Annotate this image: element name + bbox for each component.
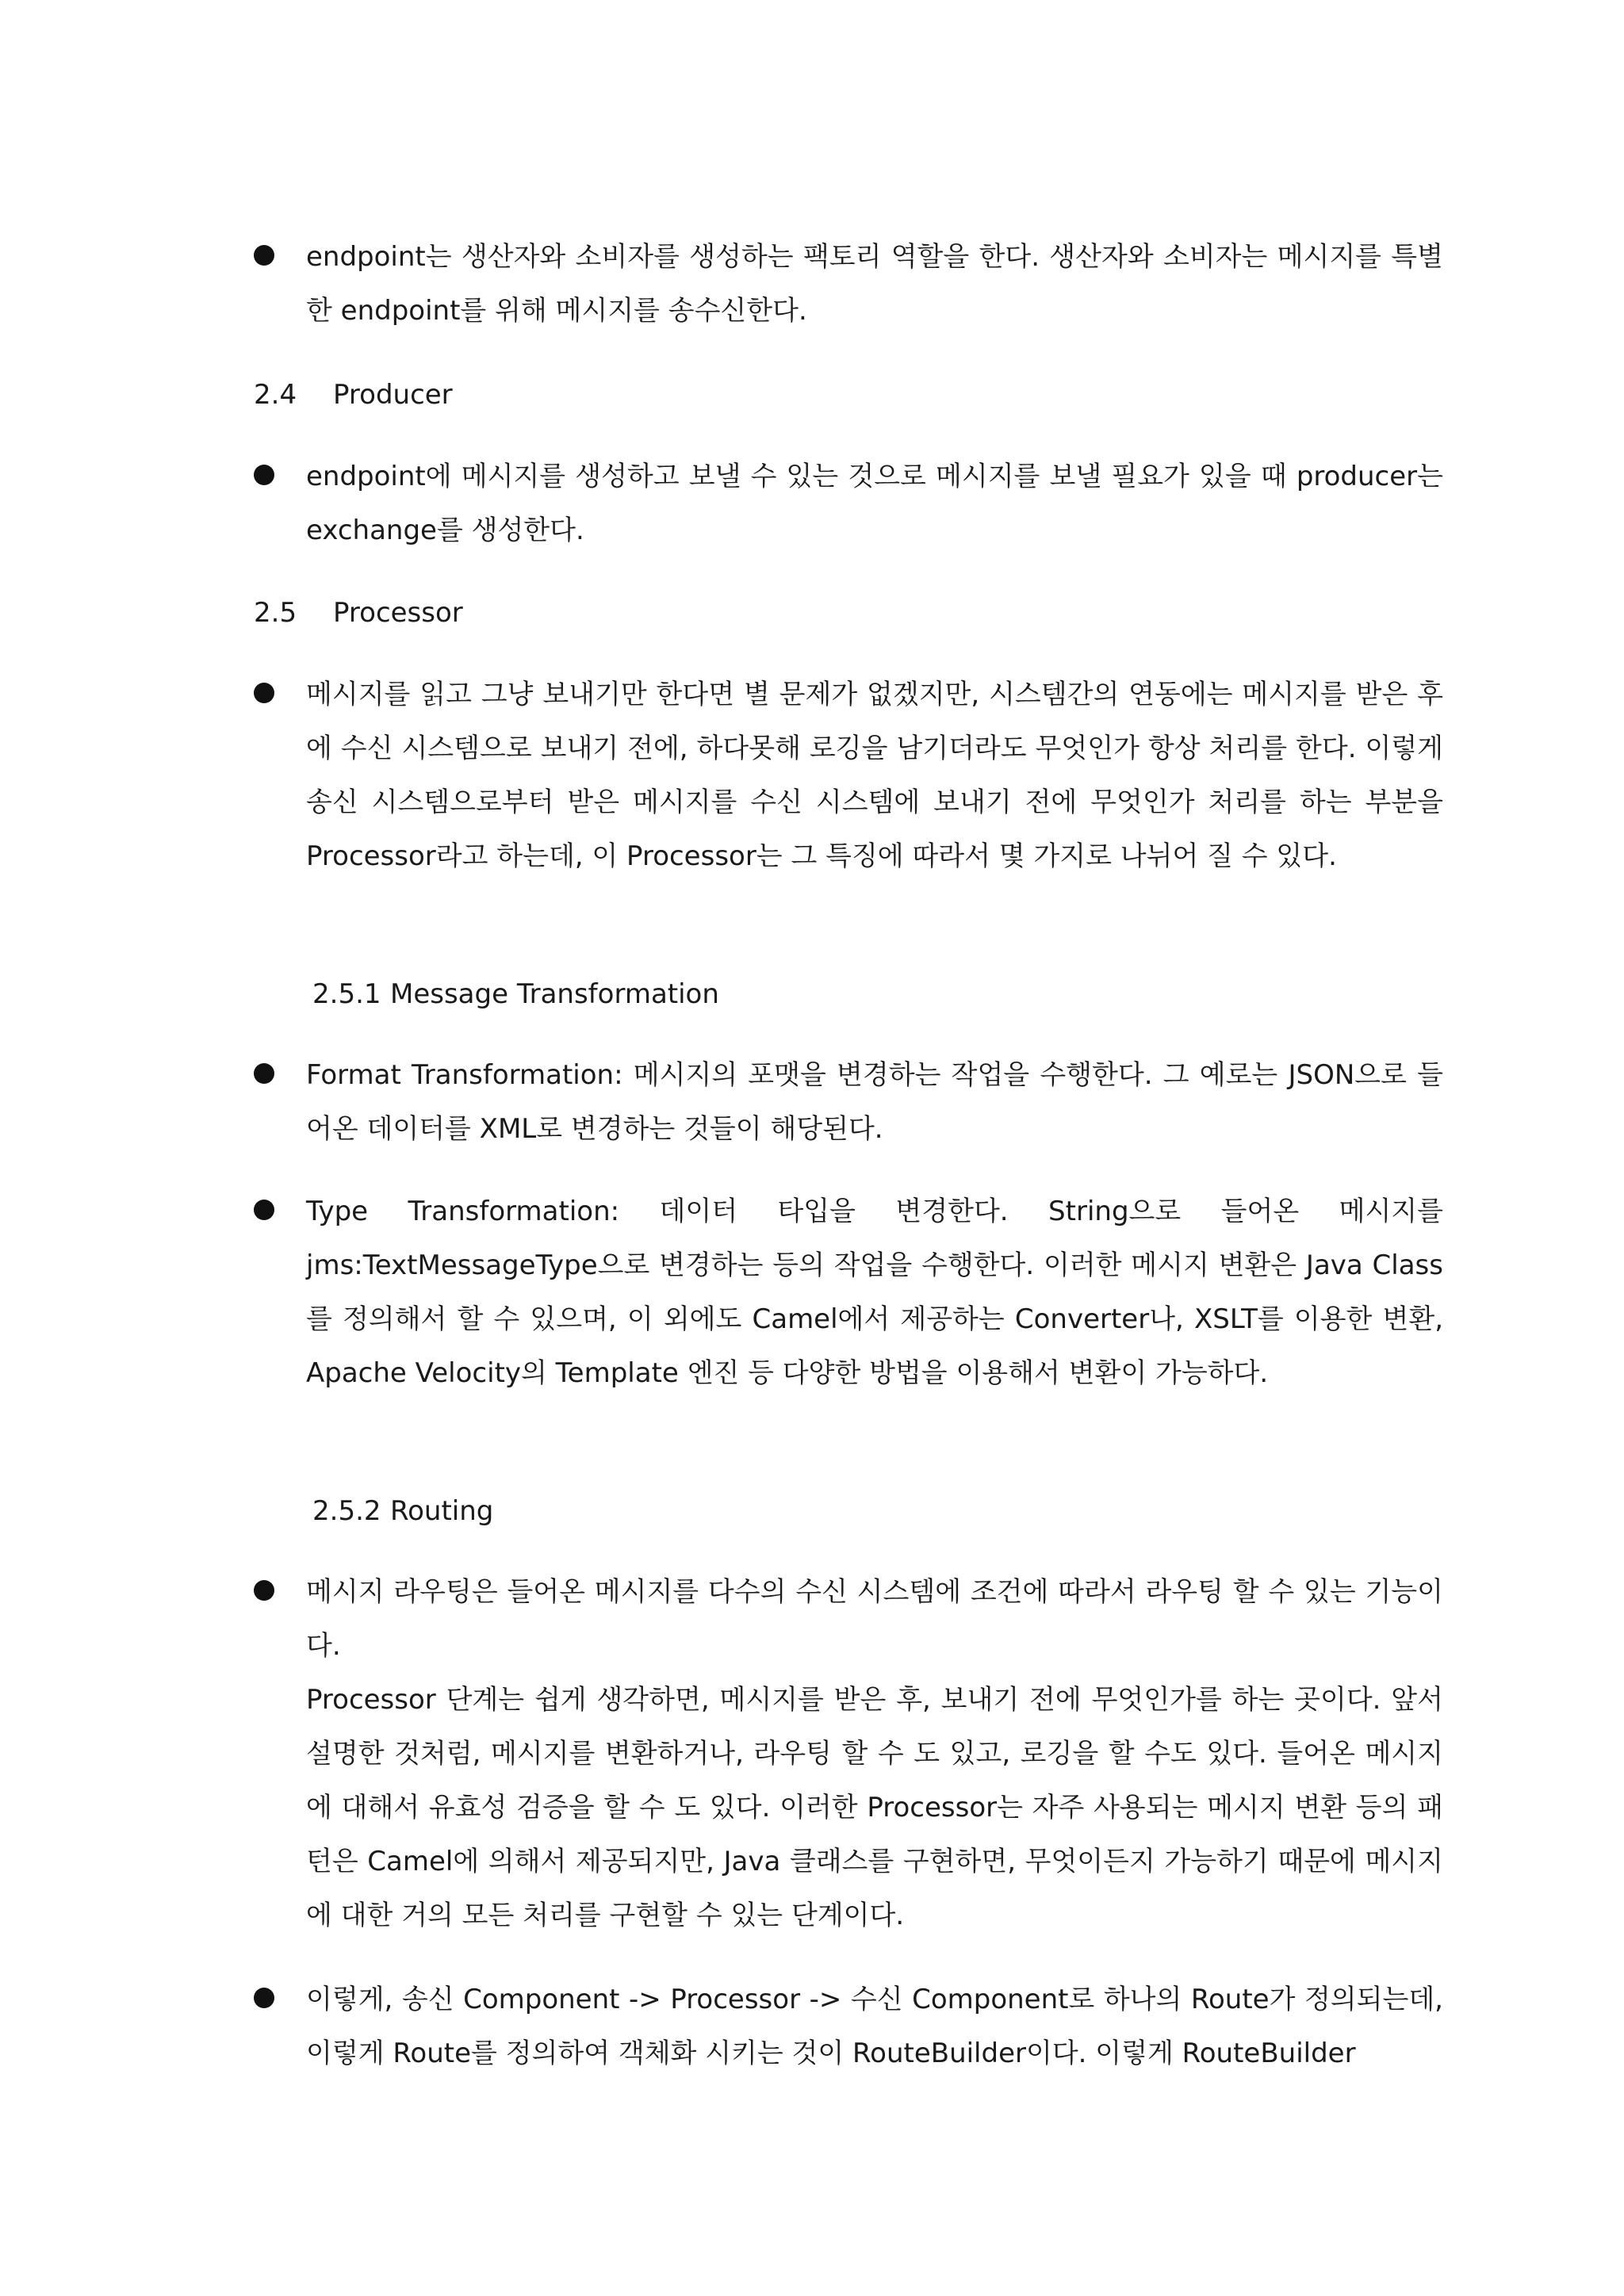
section-title: Message Transformation	[390, 978, 719, 1010]
paragraph-text: endpoint에 메시지를 생성하고 보낼 수 있는 것으로 메시지를 보낼 필요가 있을 때 producer는 exchange를 생성한다.	[306, 461, 1443, 546]
paragraph-text: Processor 단계는 쉽게 생각하면, 메시지를 받은 후, 보내기 전에 무엇인가를 하는 곳이다. 앞서 설명한 것처럼, 메시지를 변환하거나, 라우팅 할 수 도 있고, 로깅을 할 수도 있다. 들어온 메시지에 대해서 유효성 검증을 할 수 도 있다. 이러한 Processor는 자주 사용되는 메시지 변환 등의 패턴은 Camel에 의해서 제공되지만, Java 클래스를 구현하면, 무엇이든지 가능하기 때문에 메시지에 대한 거의 모든 처리를 구현할 수 있는 단계이다.	[306, 1684, 1443, 1931]
paragraph-text: endpoint는 생산자와 소비자를 생성하는 팩토리 역할을 한다. 생산자와 소비자는 메시지를 특별한 endpoint를 위해 메시지를 송수신한다.	[306, 241, 1443, 327]
list-item	[254, 1184, 1443, 1400]
paragraph-text: 이렇게, 송신 Component -> Processor -> 수신 Component로 하나의 Route가 정의되는데, 이렇게 Route를 정의하여 객체화 시키는 것이 RouteBuilder이다. 이렇게 RouteBuilder	[306, 1984, 1443, 2069]
section-title: Routing	[390, 1495, 494, 1527]
section-heading-2-5-2	[312, 1484, 493, 1538]
section-heading-2-4	[254, 368, 453, 422]
list-item	[254, 668, 1443, 883]
list-item	[254, 1565, 1443, 1942]
section-number: 2.5.1	[312, 978, 381, 1010]
bullet-icon	[254, 683, 274, 703]
bullet-icon	[254, 1063, 274, 1084]
bullet-icon	[254, 1200, 274, 1220]
bullet-icon	[254, 1580, 274, 1601]
section-heading-2-5-1	[312, 967, 719, 1021]
section-number: 2.4	[254, 379, 297, 411]
list-item	[254, 1048, 1443, 1156]
list-item	[254, 450, 1443, 557]
paragraph-text: Format Transformation: 메시지의 포맷을 변경하는 작업을 수행한다. 그 예로는 JSON으로 들어온 데이터를 XML로 변경하는 것들이 해당된다.	[306, 1059, 1443, 1145]
list-item	[254, 230, 1443, 338]
paragraph-text: 메시지 라우팅은 들어온 메시지를 다수의 수신 시스템에 조건에 따라서 라우팅 할 수 있는 기능이다.	[306, 1576, 1443, 1662]
section-title: Processor	[333, 597, 463, 629]
list-item	[254, 1973, 1443, 2080]
section-heading-2-5	[254, 586, 463, 640]
section-title: Producer	[333, 379, 453, 411]
bullet-icon	[254, 1988, 274, 2008]
paragraph-text: 메시지를 읽고 그냥 보내기만 한다면 별 문제가 없겠지만, 시스템간의 연동에는 메시지를 받은 후에 수신 시스템으로 보내기 전에, 하다못해 로깅을 남기더라도 무엇인가 항상 처리를 한다. 이렇게 송신 시스템으로부터 받은 메시지를 수신 시스템에 보내기 전에 무엇인가 처리를 하는 부분을 Processor라고 하는데, 이 Processor는 그 특징에 따라서 몇 가지로 나뉘어 질 수 있다.	[306, 679, 1443, 872]
section-number: 2.5.2	[312, 1495, 381, 1527]
bullet-icon	[254, 465, 274, 485]
section-number: 2.5	[254, 597, 297, 629]
paragraph-text: Type Transformation: 데이터 타입을 변경한다. String으로 들어온 메시지를 jms:TextMessageType으로 변경하는 등의 작업을 수행한다. 이러한 메시지 변환은 Java Class를 정의해서 할 수 있으며, 이 외에도 Camel에서 제공하는 Converter나, XSLT를 이용한 변환, Apache Velocity의 Template 엔진 등 다양한 방법을 이용해서 변환이 가능하다.	[306, 1196, 1443, 1389]
bullet-icon	[254, 245, 274, 266]
